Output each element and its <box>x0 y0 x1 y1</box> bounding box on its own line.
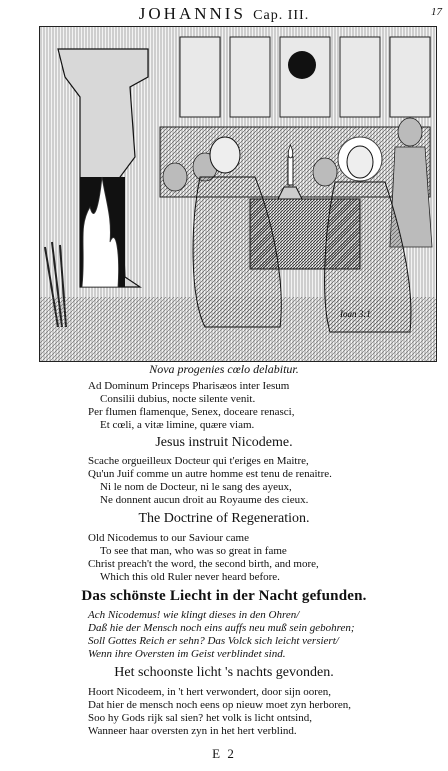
english-line: To see that man, who was so great in fame <box>100 545 287 557</box>
german-line: Soll Gottes Reich er sehn? Das Volck sich leicht versiert/ <box>88 635 339 647</box>
dutch-heading: Het schoonste licht 's nachts gevonden. <box>114 665 334 680</box>
engraving-illustration <box>39 26 437 362</box>
english-line: Christ preach't the word, the second birth, and more, <box>88 558 319 570</box>
german-line: Ach Nicodemus! wie klingt dieses in den Ohren/ <box>88 609 300 621</box>
dutch-line: Dat hier de mensch noch eens op nieuw moet zyn herboren, <box>88 699 351 711</box>
english-line: Which this old Ruler never heard before. <box>100 571 280 583</box>
english-line: Old Nicodemus to our Saviour came <box>88 532 249 544</box>
german-heading: Das schönste Liecht in der Nacht gefunden. <box>81 588 367 604</box>
running-title <box>0 4 448 24</box>
french-line: Qu'un Juif comme un autre homme est tenu de renaitre. <box>88 468 332 480</box>
page-header <box>0 2 448 24</box>
latin-line: Et cœli, a vitæ limine, quære viam. <box>100 419 255 431</box>
french-heading: Jesus instruit Nicodeme. <box>155 435 293 450</box>
latin-line: Per flumen flamenque, Senex, doceare renasci, <box>88 406 295 418</box>
english-heading: The Doctrine of Regeneration. <box>138 511 310 526</box>
chapter-label: Cap. III. <box>253 8 310 23</box>
german-line: Daß hie der Mensch noch eins auffs neu muß sein gebohren; <box>88 622 355 634</box>
dutch-line: Wanneer haar oversten zyn in het hert verblind. <box>88 725 297 737</box>
french-line: Ni le nom de Docteur, ni le sang des ayeux, <box>100 481 292 493</box>
dutch-line: Soo hy Gods rijk sal sien? het volk is licht ontsind, <box>88 712 312 724</box>
signature-mark: E 2 <box>212 746 236 761</box>
engraving-caption: Nova progenies cœlo delabitur. <box>149 362 299 376</box>
engraving-signature: Ioan 3:1 <box>340 309 371 319</box>
latin-line: Ad Dominum Princeps Pharisæos inter Iesum <box>88 380 290 392</box>
moon-window <box>288 51 316 79</box>
page-number: 17 <box>431 6 442 18</box>
book-title: JOHANNIS <box>138 4 246 23</box>
german-line: Wenn ihre Oversten im Geist verblindet sind. <box>88 648 286 660</box>
candle <box>288 157 293 185</box>
latin-line: Consilii dubius, nocte silente venit. <box>100 393 256 405</box>
french-line: Ne donnent aucun droit au Royaume des cieux. <box>100 494 309 506</box>
french-line: Scache orgueilleux Docteur qui t'eriges en Maitre, <box>88 455 309 467</box>
engraving-scene <box>40 27 436 361</box>
dutch-line: Hoort Nicodeem, in 't hert verwondert, door sijn ooren, <box>88 686 332 698</box>
